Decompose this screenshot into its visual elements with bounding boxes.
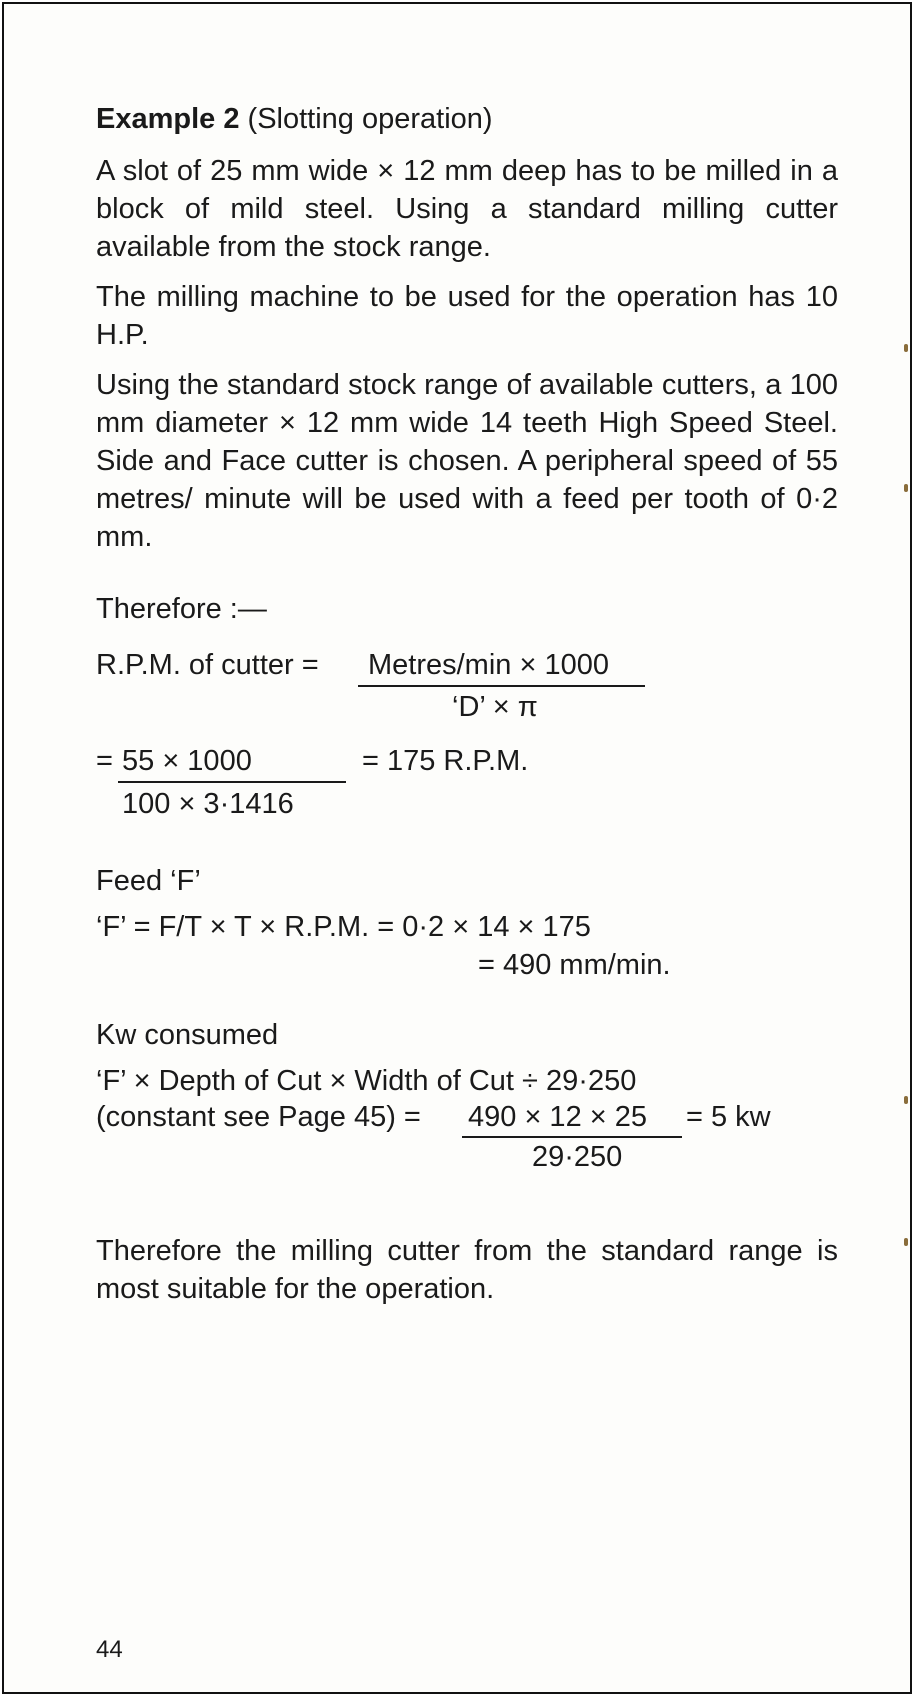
kw-line-1: ‘F’ × Depth of Cut × Width of Cut ÷ 29·250 — [96, 1065, 637, 1097]
rpm-calc-prefix: = — [96, 745, 113, 777]
feed-heading: Feed ‘F’ — [96, 865, 201, 897]
page-number: 44 — [96, 1636, 123, 1663]
paragraph-conclusion: Therefore the milling cutter from the standard range is most suitable for the operation. — [96, 1235, 838, 1305]
feed-line-2: = 490 mm/min. — [478, 949, 671, 981]
rpm-calc-fraction-bar — [118, 781, 346, 783]
paragraph-machine: The milling machine to be used for the operation has 10 H.P. — [96, 281, 838, 351]
rpm-calc-denominator: 100 × 3·1416 — [122, 788, 294, 820]
paragraph-problem: A slot of 25 mm wide × 12 mm deep has to be milled in a block of mild steel. Using a standard milling cutter available from the stock range. — [96, 155, 838, 263]
rpm-denominator: ‘D’ × π — [452, 691, 538, 723]
example-subtitle: (Slotting operation) — [247, 103, 493, 135]
rpm-label: R.P.M. of cutter = — [96, 649, 319, 681]
kw-formula — [96, 1062, 838, 1222]
rpm-numerator: Metres/min × 1000 — [368, 649, 609, 681]
example-title: Example 2 — [96, 103, 240, 135]
page-body — [96, 100, 838, 1320]
kw-result: = 5 kw — [686, 1101, 771, 1133]
example-heading — [96, 100, 838, 138]
edge-mark — [904, 1238, 908, 1246]
kw-heading: Kw consumed — [96, 1019, 279, 1051]
kw-denominator: 29·250 — [532, 1141, 623, 1173]
feed-line-1: ‘F’ = F/T × T × R.P.M. = 0·2 × 14 × 175 — [96, 911, 591, 943]
rpm-fraction-bar — [358, 685, 645, 687]
feed-formula — [96, 908, 838, 988]
kw-numerator: 490 × 12 × 25 — [468, 1101, 647, 1133]
edge-mark — [904, 344, 908, 352]
therefore-label: Therefore :— — [96, 593, 267, 625]
page — [2, 2, 912, 1694]
rpm-result: = 175 R.P.M. — [362, 745, 529, 777]
edge-mark — [904, 484, 908, 492]
paragraph-cutter: Using the standard stock range of available cutters, a 100 mm diameter × 12 mm wide 14 teeth High Speed Steel. Side and Face cutter is chosen. A peripheral speed of 55 metres/ minute will be used with a feed per tooth of 0·2 mm. — [96, 369, 838, 553]
edge-mark — [904, 1096, 908, 1104]
rpm-calc-numerator: 55 × 1000 — [122, 745, 252, 777]
rpm-formula — [96, 646, 838, 820]
kw-line-2-prefix: (constant see Page 45) = — [96, 1101, 421, 1133]
